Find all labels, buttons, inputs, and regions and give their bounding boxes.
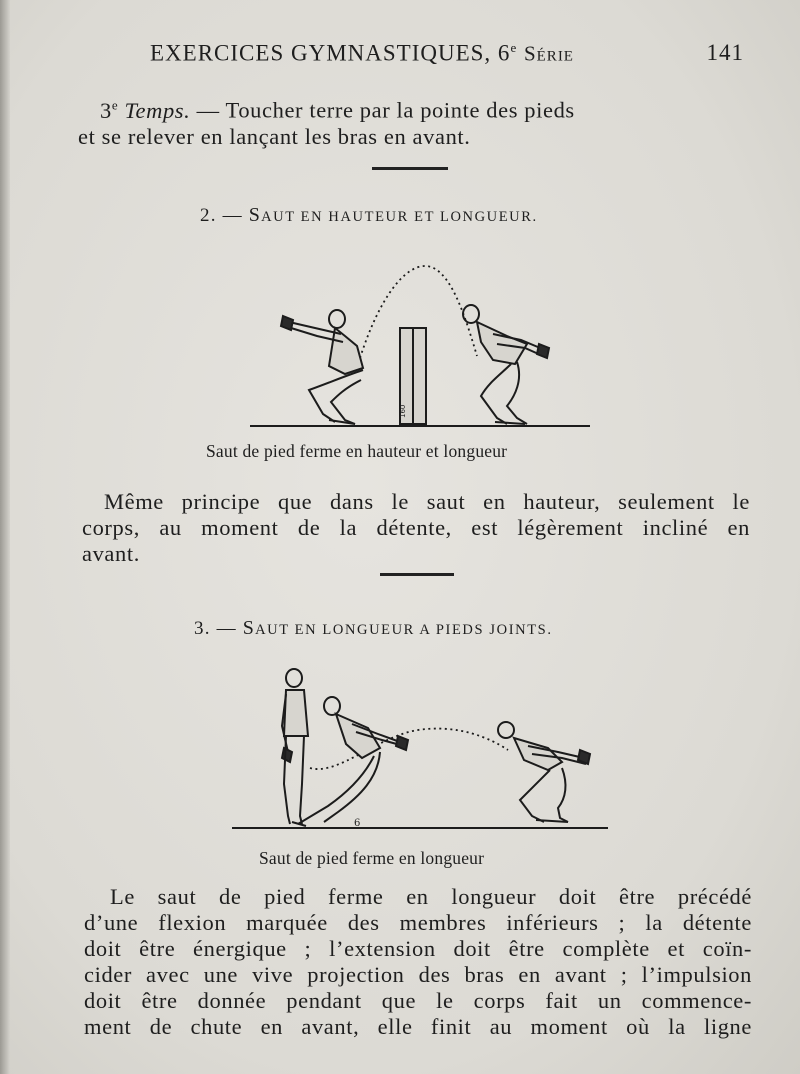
running-head-title: EXERCICES GYMNASTIQUES, 6e Série (150, 40, 574, 66)
section3-title: 3. — SAUT EN LONGUEUR A PIEDS JOINTS. (194, 617, 553, 639)
left-jumper-figure (281, 310, 363, 424)
section3-line-2: d’une flexion marquée des membres inférieurs ; la détente (84, 910, 752, 935)
figure-standing-long-jump (228, 666, 608, 836)
ground-mark: 6 (354, 818, 361, 829)
intro-line-2: et se relever en lançant les bras en avant. (78, 123, 471, 149)
leaning-figure (292, 697, 408, 826)
landing-figure (498, 722, 590, 822)
section2-line-3: avant. (82, 541, 140, 566)
section3-line-5: doit être donnée pendant que le corps fait un commence- (84, 988, 752, 1013)
running-head (150, 40, 750, 70)
section2-paragraph (82, 489, 750, 567)
figure1-caption: Saut de pied ferme en hauteur et longueur (206, 441, 508, 461)
figure2-caption: Saut de pied ferme en longueur (259, 848, 485, 868)
right-jumper-figure (463, 305, 549, 424)
running-head-serie: Série (523, 41, 574, 66)
section-divider-2 (380, 573, 454, 576)
page-number: 141 (706, 40, 744, 65)
intro-line-1: 3e Temps. — Toucher terre par la pointe des pieds (100, 97, 575, 123)
section2-line-1: Même principe que dans le saut en hauteur, seulement le (104, 489, 750, 514)
jump-trajectory (310, 729, 508, 769)
figure-standing-high-long-jump (245, 256, 585, 436)
section2-line-2: corps, au moment de la détente, est légèrement incliné en (82, 515, 750, 540)
section3-line-6: ment de chute en avant, elle finit au moment où la ligne (84, 1014, 752, 1039)
section3-line-4: cider avec une vive projection des bras en avant ; l’impulsion (84, 962, 752, 987)
post-mark: 160 (399, 404, 407, 418)
section3-paragraph (84, 884, 752, 1040)
section3-line-3: doit être énergique ; l’extension doit être complète et coïn- (84, 936, 752, 961)
section-divider-1 (372, 167, 448, 170)
section2-title: 2. — SAUT EN HAUTEUR ET LONGUEUR. (200, 204, 538, 226)
standing-figure (282, 669, 308, 824)
section3-line-1: Le saut de pied ferme en longueur doit être précédé (110, 884, 752, 909)
page-spine-shadow (0, 0, 10, 1074)
intro-paragraph (78, 92, 746, 150)
